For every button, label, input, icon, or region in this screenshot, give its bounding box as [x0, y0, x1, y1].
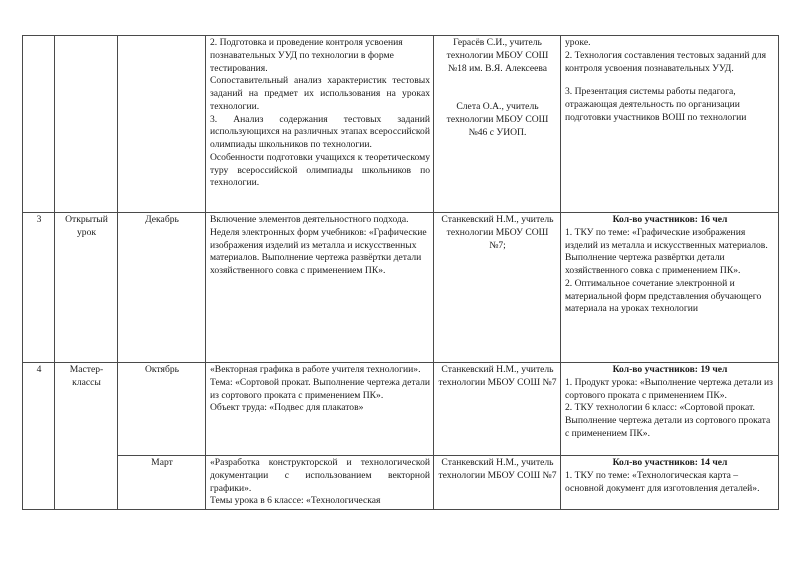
cell-content: «Векторная графика в работе учителя технологии». Тема: «Сортовой прокат. Выполнение чертежа детали из сортового проката с применением ПК». Объект труда: «Подвес для плакатов» — [206, 363, 434, 456]
spacer — [565, 75, 775, 86]
cell-row-number: 4 — [23, 363, 55, 510]
cell-results: Кол-во участников: 19 чел 1. Продукт урока: «Выполнение чертежа детали из сортового проката с применением ПК». 2. ТКУ технологии 6 класс: «Сортовой прокат. Выполнение чертежа детали из сортового проката с применением ПК». — [561, 363, 779, 456]
cell-month: Октябрь — [118, 363, 206, 456]
cell-teachers: Станкевский Н.М., учитель технологии МБОУ СОШ №7; — [434, 213, 561, 363]
cell-content: Включение элементов деятельностного подхода. Неделя электронных форм учебников: «Графические изображения изделий из металла и искусственных материалов. Выполнение чертежа развёртки детали хозяйственного совка с применением ПК». — [206, 213, 434, 363]
cell-teachers: Станкевский Н.М., учитель технологии МБОУ СОШ №7 — [434, 363, 561, 456]
participants-count: Кол-во участников: 16 чел — [612, 214, 728, 225]
cell-form: Открытый урок — [55, 213, 118, 363]
cell-month: Март — [118, 456, 206, 510]
cell-content: 2. Подготовка и проведение контроля усвоения познавательных УУД по технологии в форме тестирования. Сопоставительный анализ характеристик тестовых заданий на предмет их использования на уроках технологии. 3. Анализ содержания тестовых заданий использующихся на различных этапах всероссийской олимпиады школьников по технологии. Особенности подготовки учащихся к теоретическому туру всероссийской олимпиады школьников по технологии. — [206, 36, 434, 213]
cell-form: Мастер-классы — [55, 363, 118, 510]
cell-teachers: Герасёв С.И., учитель технологии МБОУ СОШ №18 им. В.Я. Алексеева Слета О.А., учитель технологии МБОУ СОШ №46 с УИОП. — [434, 36, 561, 213]
cell-results: Кол-во участников: 14 чел 1. ТКУ по теме: «Технологическая карта – основной документ для изготовления деталей». — [561, 456, 779, 510]
cell-teachers: Станкевский Н.М., учитель технологии МБОУ СОШ №7 — [434, 456, 561, 510]
cell-row-number: 3 — [23, 213, 55, 363]
cell-results: Кол-во участников: 16 чел 1. ТКУ по теме: «Графические изображения изделий из металла и искусственных материалов. Выполнение чертежа развёртки детали хозяйственного совка с применением ПК». 2. Оптимальное сочетание электронной и материальной форм представления обучающего материала на уроках технологии — [561, 213, 779, 363]
table-row — [23, 213, 779, 363]
schedule-table — [22, 35, 779, 510]
participants-count: Кол-во участников: 14 чел — [612, 457, 728, 468]
table-row — [23, 363, 779, 456]
participants-count: Кол-во участников: 19 чел — [612, 364, 728, 375]
cell-month — [118, 36, 206, 213]
cell-row-number — [23, 36, 55, 213]
table-row — [23, 36, 779, 213]
spacer — [438, 75, 557, 101]
cell-month: Декабрь — [118, 213, 206, 363]
cell-form — [55, 36, 118, 213]
cell-results: уроке. 2. Технология составления тестовых заданий для контроля усвоения познавательных УУД. 3. Презентация системы работы педагога, отражающая деятельность по организации подготовки участников ВОШ по технологии — [561, 36, 779, 213]
table-row — [23, 456, 779, 510]
cell-content: «Разработка конструкторской и технологической документации с использованием векторной графики». Темы урока в 6 классе: «Технологическая — [206, 456, 434, 510]
